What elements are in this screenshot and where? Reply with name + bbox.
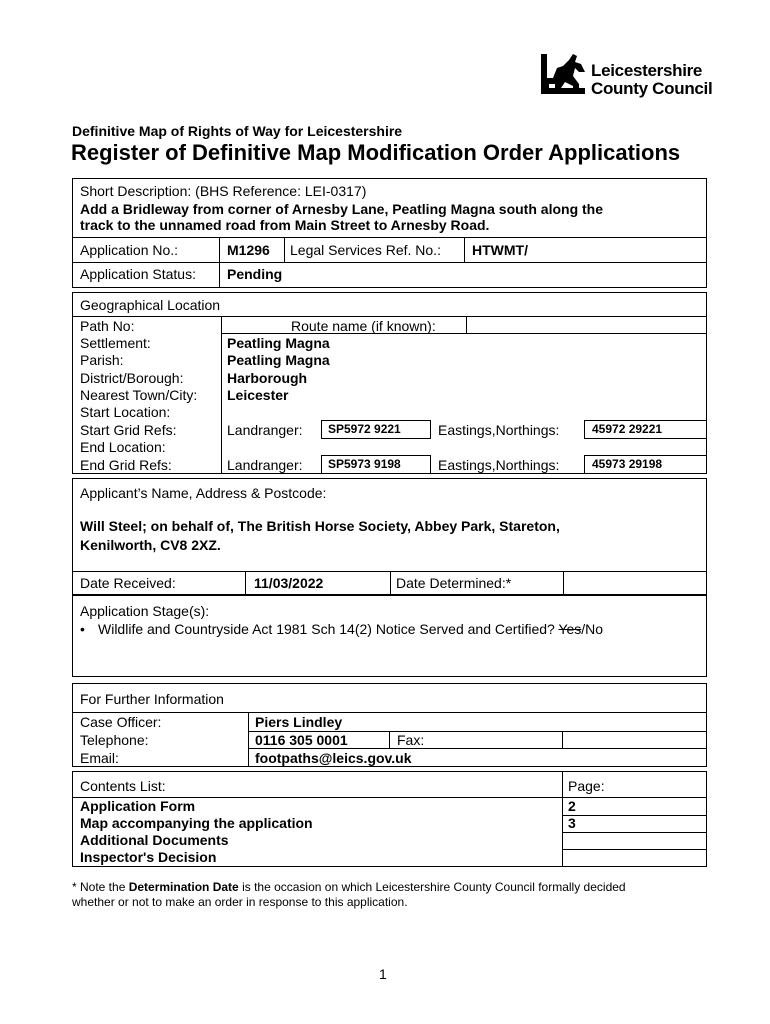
contents-item: Additional Documents (80, 832, 229, 848)
start-eastings-label: Eastings,Northings: (438, 422, 560, 438)
description-line-2: track to the unnamed road from Main Street to Arnesby Road. (80, 217, 490, 233)
start-location-label: Start Location: (80, 404, 171, 420)
settlement: Peatling Magna (227, 335, 330, 351)
end-eastings-label: Eastings,Northings: (438, 457, 560, 473)
date-determined-label: Date Determined:* (396, 575, 512, 591)
start-eastings: 45972 29221 (592, 422, 663, 436)
logo-text: Leicestershire County Council (591, 61, 713, 98)
contents-item: Application Form (80, 798, 196, 814)
description-line-1: Add a Bridleway from corner of Arnesby Lane, Peatling Magna south along the (80, 201, 604, 217)
stages-label: Application Stage(s): (80, 603, 210, 619)
contents-label: Contents List: (80, 778, 166, 794)
application-no-label: Application No.: (80, 242, 179, 258)
route-name-label: Route name (if known): (291, 318, 436, 334)
settlement-label: Settlement: (80, 335, 151, 351)
application-status-label: Application Status: (80, 266, 196, 282)
telephone: 0116 305 0001 (255, 732, 348, 748)
end-landranger-label: Landranger: (227, 457, 303, 473)
parish-label: Parish: (80, 352, 124, 368)
legal-ref-label: Legal Services Ref. No.: (290, 242, 441, 258)
short-description: Short Description: (BHS Reference: LEI-0317) (80, 183, 367, 199)
application-status: Pending (227, 266, 283, 282)
telephone-label: Telephone: (80, 732, 149, 748)
page-number: 1 (379, 966, 387, 982)
geo-heading: Geographical Location (80, 297, 221, 313)
county-council-logo (539, 50, 587, 98)
case-officer-label: Case Officer: (80, 714, 162, 730)
stage-bullet: • (80, 621, 85, 637)
end-grid-label: End Grid Refs: (80, 457, 172, 473)
footnote-line-2: whether or not to make an order in response to this application. (72, 895, 408, 909)
page-title: Register of Definitive Map Modification Order Applications (71, 140, 681, 165)
case-officer: Piers Lindley (255, 714, 343, 730)
contents-item-page: 3 (568, 815, 576, 831)
nearest-town: Leicester (227, 387, 289, 403)
legal-ref: HTWMT/ (472, 242, 528, 258)
email: footpaths@leics.gov.uk (255, 750, 412, 766)
start-grid-label: Start Grid Refs: (80, 422, 177, 438)
parish: Peatling Magna (227, 352, 330, 368)
applicant-line-1: Will Steel; on behalf of, The British Horse Society, Abbey Park, Stareton, (80, 518, 560, 534)
stage-item: Wildlife and Countryside Act 1981 Sch 14(2) Notice Served and Certified? Yes/No (98, 621, 604, 637)
end-location-label: End Location: (80, 439, 166, 455)
date-received-label: Date Received: (80, 575, 176, 591)
end-eastings: 45973 29198 (592, 457, 663, 471)
path-no-label: Path No: (80, 318, 135, 334)
date-received: 11/03/2022 (254, 575, 324, 591)
applicant-label: Applicant’s Name, Address & Postcode: (80, 485, 327, 501)
contents-item-page: 2 (568, 798, 576, 814)
email-label: Email: (80, 750, 119, 766)
end-landranger: SP5973 9198 (328, 457, 401, 471)
start-landranger-label: Landranger: (227, 422, 303, 438)
fax-label: Fax: (397, 732, 425, 748)
district: Harborough (227, 370, 308, 386)
footnote: * Note the Determination Date is the occasion on which Leicestershire County Council formally decided (72, 880, 626, 894)
district-label: District/Borough: (80, 370, 184, 386)
start-landranger: SP5972 9221 (328, 422, 401, 436)
page-column-label: Page: (568, 778, 605, 794)
application-no: M1296 (227, 242, 270, 258)
document-subtitle: Definitive Map of Rights of Way for Leicestershire (72, 123, 403, 139)
info-heading: For Further Information (80, 691, 224, 707)
contents-item: Map accompanying the application (80, 815, 313, 831)
nearest-town-label: Nearest Town/City: (80, 387, 198, 403)
contents-item: Inspector's Decision (80, 849, 217, 865)
applicant-line-2: Kenilworth, CV8 2XZ. (80, 537, 221, 553)
